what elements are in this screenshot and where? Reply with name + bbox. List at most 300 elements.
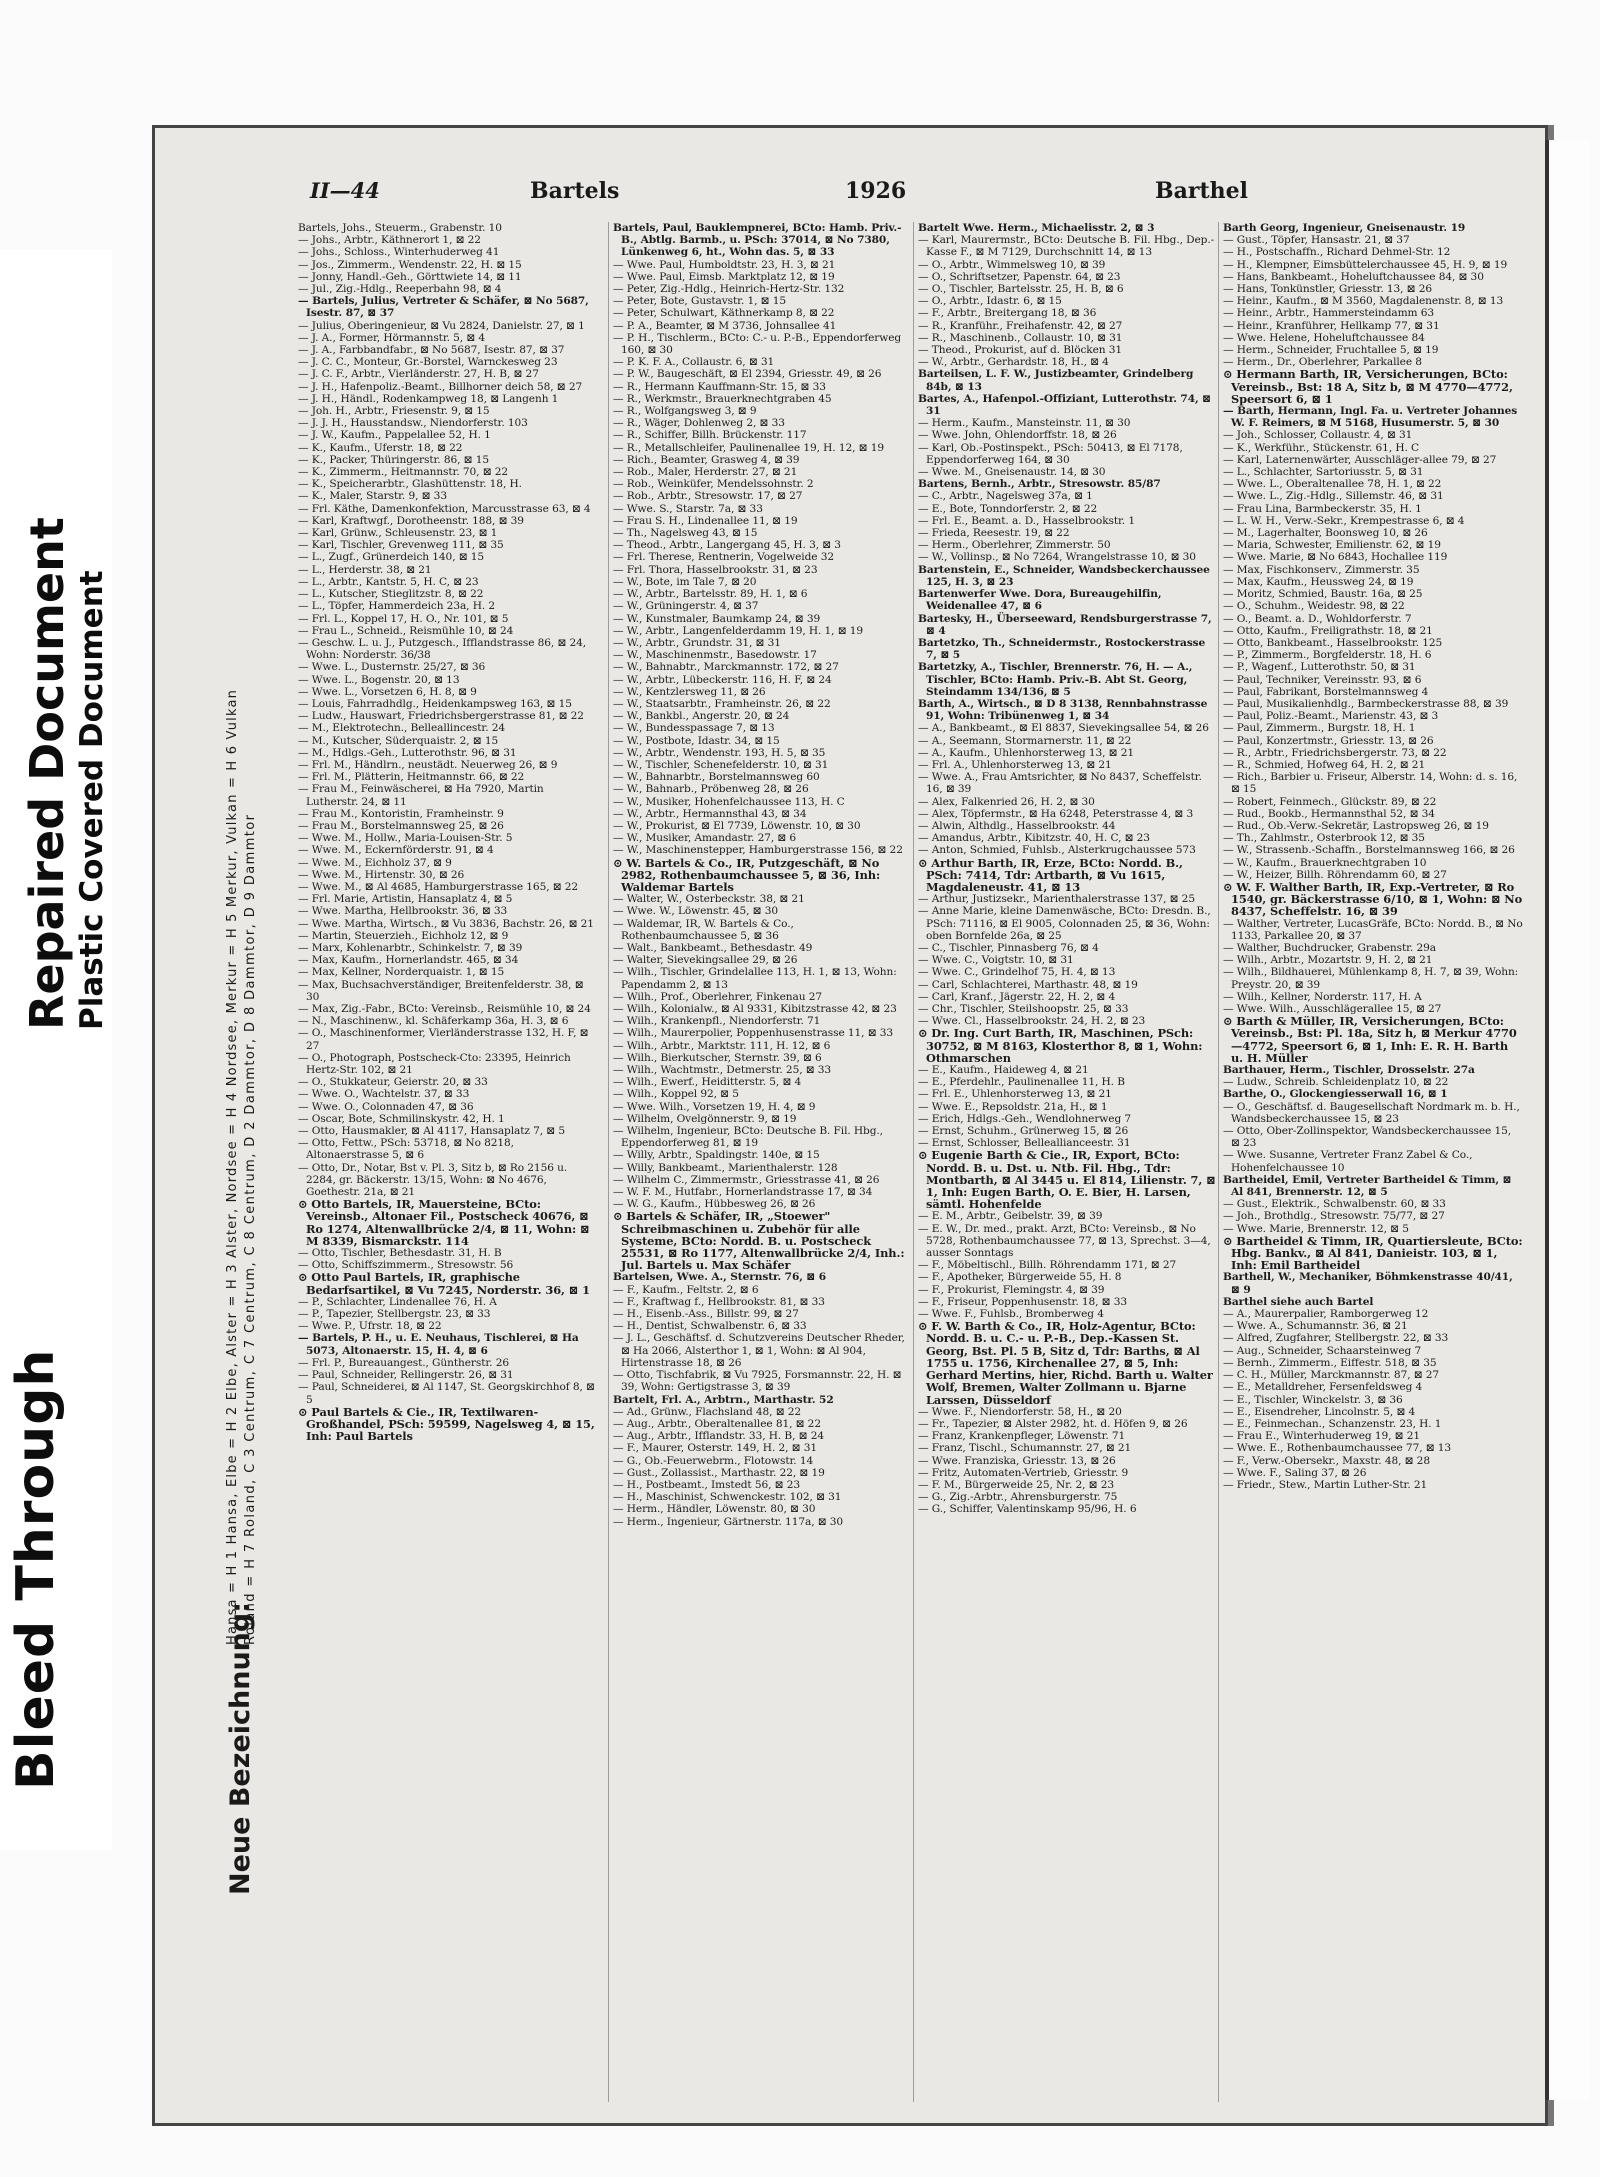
directory-entry: — Wwe. F., Niendorferstr. 58, H., ⊠ 20 <box>918 1405 1122 1418</box>
directory-entry: — Wilh., Koppel 92, ⊠ 5 <box>613 1088 739 1101</box>
band-title: Neue Bezeichnung: <box>225 1601 256 1895</box>
directory-entry: — Otto, Hausmakler, ⊠ Al 4117, Hansaplatz 7, ⊠ 5 <box>298 1125 565 1138</box>
directory-entry: — H., Postbeamt., Imstedt 56, ⊠ 23 <box>613 1478 800 1491</box>
directory-entry: — Willy, Bankbeamt., Marienthalerstr. 128 <box>613 1161 838 1174</box>
directory-entry: — J. L., Geschäftsf. d. Schutzvereins Deutscher Rheder, ⊠ Ha 2066, Alsterthor 1, ⊠ 1, Wohn: ⊠ Al 904, Hirtenstrasse 18, ⊠ 26 <box>613 1332 905 1369</box>
column-rule <box>608 222 609 2102</box>
directory-entry: — K., Kaufm., Uferstr. 18, ⊠ 22 <box>298 441 463 454</box>
directory-entry: — Joh. H., Arbtr., Friesenstr. 9, ⊠ 15 <box>298 405 490 418</box>
directory-entry: — Otto, Kaufm., Freiligrathstr. 18, ⊠ 21 <box>1223 624 1433 637</box>
directory-entry: — Heinr., Arbtr., Hammersteindamm 63 <box>1223 307 1435 320</box>
column-rule <box>913 222 914 2102</box>
directory-entry: — G., Ob.-Feuerwebrm., Flotowstr. 14 <box>613 1454 814 1467</box>
preservation-stamp <box>0 250 112 1850</box>
directory-entry: Barth, A., Wirtsch., ⊠ D 8 3138, Rennbahnstrasse 91, Wohn: Tribünenweg 1, ⊠ 34 <box>918 697 1208 723</box>
band-line-2: Roland = H 7 Roland, C 3 Centrum, C 7 Centrum, C 8 Centrum, D 2 Dammtor, D 8 Dammtor, D 9 Dammtor <box>243 813 258 1645</box>
directory-entry: — Franz, Krankenpfleger, Löwenstr. 71 <box>918 1430 1126 1443</box>
directory-entry: — Walter, W., Osterbeckstr. 38, ⊠ 21 <box>613 893 805 906</box>
directory-entry: — Karl, Kraftwgf., Dorotheenstr. 188, ⊠ 39 <box>298 514 524 527</box>
directory-entry: — Wwe. Marie, ⊠ No 6843, Hochallee 119 <box>1223 551 1448 564</box>
directory-entry: — Paul, Schneiderei, ⊠ Al 1147, St. Georgskirchhof 8, ⊠ 5 <box>298 1381 595 1406</box>
directory-entry: — Paul, Konzertmstr., Griesstr. 13, ⊠ 26 <box>1223 734 1434 747</box>
directory-entry: — Wwe. A., Schumannstr. 36, ⊠ 21 <box>1223 1320 1408 1333</box>
directory-entry: — P. W., Baugeschäft, ⊠ El 2394, Griesstr. 49, ⊠ 26 <box>613 368 882 381</box>
directory-entry: — Wwe. Martha, Wirtsch., ⊠ Vu 3836, Bachstr. 26, ⊠ 21 <box>298 917 594 930</box>
directory-entry: — Walter, Sievekingsallee 29, ⊠ 26 <box>613 954 798 967</box>
directory-entry: — Gust., Töpfer, Hansastr. 21, ⊠ 37 <box>1223 234 1410 247</box>
directory-entry: — E., Feinmechan., Schanzenstr. 23, H. 1 <box>1223 1417 1442 1430</box>
directory-entry: — Karl, Maurermstr., BCto: Deutsche B. Fil. Hbg., Dep.-Kasse F., ⊠ M 7129, Durchschnitt 14, ⊠ 13 <box>918 234 1215 259</box>
directory-entry: — Friedr., Stew., Martin Luther-Str. 21 <box>1223 1478 1428 1491</box>
directory-entry: — Wilh., Maurerpolier, Poppenhusenstrasse 11, ⊠ 33 <box>613 1027 894 1040</box>
designation-band <box>225 205 285 1905</box>
directory-entry: — J. A., Former, Hörmannstr. 5, ⊠ 4 <box>298 331 486 344</box>
firm-entry: ⊙ W. F. Walther Barth, IR, Exp.-Vertreter, ⊠ Ro 1540, gr. Bäckerstrasse 6/10, ⊠ 1, Wohn: ⊠ No 8437, Scheffelstr. 16, ⊠ 39 <box>1223 879 1523 919</box>
firm-entry: ⊙ Otto Bartels, IR, Mauersteine, BCto: Vereinsb., Altonaer Fil., Postscheck 40676, ⊠ Ro 1274, Altenwallbrücke 2/4, ⊠ 11, Wohn: ⊠ M 8339, Bismarckstr. 114 <box>298 1197 590 1248</box>
directory-column-3 <box>918 222 1218 2102</box>
directory-entry: — W. G., Kaufm., Hübbesweg 26, ⊠ 26 <box>613 1198 816 1211</box>
directory-entry: — Carl, Kranf., Jägerstr. 22, H. 2, ⊠ 4 <box>918 990 1116 1003</box>
directory-entry: — Wwe. Helene, Hoheluftchaussee 84 <box>1223 331 1425 344</box>
directory-entry: — F., Apotheker, Bürgerweide 55, H. 8 <box>918 1271 1122 1284</box>
directory-entry: — Frau L., Schneid., Reismühle 10, ⊠ 24 <box>298 624 514 637</box>
directory-entry: — O., Maschinenformer, Vierländerstrasse 132, H. F, ⊠ 27 <box>298 1027 589 1052</box>
page-number: II—44 <box>310 178 380 203</box>
directory-entry: — R., Kranführ., Freihafenstr. 42, ⊠ 27 <box>918 319 1123 332</box>
directory-entry: — C. H., Müller, Marckmannstr. 87, ⊠ 27 <box>1223 1369 1440 1382</box>
directory-entry: — W., Arbtr., Langenfelderdamm 19, H. 1, ⊠ 19 <box>613 624 864 637</box>
directory-column-4 <box>1223 222 1523 2102</box>
directory-entry: — Wwe. F., Saling 37, ⊠ 26 <box>1223 1466 1367 1479</box>
directory-entry: — W., Bankbl., Angerstr. 20, ⊠ 24 <box>613 710 790 723</box>
directory-entry: — Paul, Musikalienhdlg., Barmbeckerstrasse 88, ⊠ 39 <box>1223 697 1509 710</box>
directory-entry: — Louis, Fahrradhdlg., Heidenkampsweg 163, ⊠ 15 <box>298 697 572 710</box>
directory-entry: — Wilh., Bierkutscher, Sternstr. 39, ⊠ 6 <box>613 1051 822 1064</box>
directory-entry: — Jul., Zig.-Hdlg., Reeperbahn 98, ⊠ 4 <box>298 283 502 296</box>
directory-entry: — Wwe. A., Frau Amtsrichter, ⊠ No 8437, Scheffelstr. 16, ⊠ 39 <box>918 771 1202 796</box>
directory-entry: — Theod., Arbtr., Langergang 45, H. 3, ⊠ 3 <box>613 539 841 552</box>
page-header <box>300 176 1530 216</box>
directory-entry: — H., Klempner, Eimsbüttelerchaussee 45, H. 9, ⊠ 19 <box>1223 258 1508 271</box>
directory-entry: — E., Eisendreher, Lincolnstr. 5, ⊠ 4 <box>1223 1405 1416 1418</box>
directory-entry: — Johs., Arbtr., Käthnerort 1, ⊠ 22 <box>298 234 481 247</box>
directory-entry: — Paul, Zimmerm., Burgstr. 18, H. 1 <box>1223 722 1416 735</box>
directory-entry: — Otto, Bankbeamt., Hasselbrookstr. 125 <box>1223 636 1443 649</box>
directory-entry: — Wwe. Martha, Hellbrookstr. 36, ⊠ 33 <box>298 905 508 918</box>
directory-entry: — W., Staatsarbtr., Framheinstr. 26, ⊠ 22 <box>613 697 831 710</box>
directory-entry: — E., Metalldreher, Fersenfeldsweg 4 <box>1223 1381 1423 1394</box>
directory-entry: — Wwe. C., Voigtstr. 10, ⊠ 31 <box>918 954 1074 967</box>
directory-entry: — K., Maler, Starstr. 9, ⊠ 33 <box>298 490 447 503</box>
directory-entry: — Frl. Thora, Hasselbrookstr. 31, ⊠ 23 <box>613 563 818 576</box>
directory-entry: — Paul, Techniker, Vereinsstr. 93, ⊠ 6 <box>1223 673 1422 686</box>
firm-entry: ⊙ W. Bartels & Co., IR, Putzgeschäft, ⊠ No 2982, Rothenbaumchaussee 5, ⊠ 36, Inh: Waldemar Bartels <box>613 855 881 894</box>
directory-entry: — W., Bundesspassage 7, ⊠ 13 <box>613 722 775 735</box>
directory-entry: — Wwe. Marie, Brennerstr. 12, ⊠ 5 <box>1223 1222 1409 1235</box>
directory-entry: — P. A., Beamter, ⊠ M 3736, Johnsallee 41 <box>613 319 837 332</box>
directory-column-1 <box>298 222 598 2102</box>
directory-entry: — W., Grüningerstr. 4, ⊠ 37 <box>613 600 759 613</box>
directory-entry: — Barth, Hermann, Ingl. Fa. u. Vertreter Johannes W. F. Reimers, ⊠ M 5168, Husumerstr. 5, ⊠ 30 <box>1223 405 1518 430</box>
directory-entry: — Frl. L., Koppel 17, H. O., Nr. 101, ⊠ 5 <box>298 612 509 625</box>
directory-entry: — Peter, Schulwart, Käthnerkamp 8, ⊠ 22 <box>613 307 835 320</box>
firm-entry: ⊙ Paul Bartels & Cie., IR, Textilwaren-Großhandel, PSch: 59599, Nagelsweg 4, ⊠ 15, Inh: Paul Bartels <box>298 1404 595 1444</box>
directory-entry: — K., Speicherarbtr., Glashüttenstr. 18, H. <box>298 478 522 491</box>
directory-entry: — Waldemar, IR, W. Bartels & Co., Rothenbaumchaussee 5, ⊠ 36 <box>613 917 794 942</box>
directory-entry: — W., Bote, im Tale 7, ⊠ 20 <box>613 575 757 588</box>
directory-entry: — Wilh., Arbtr., Marktstr. 111, H. 12, ⊠ 6 <box>613 1039 831 1052</box>
directory-entry: — Frau Lina, Barmbeckerstr. 35, H. 1 <box>1223 502 1422 515</box>
directory-entry: — J. W., Kaufm., Pappelallee 52, H. 1 <box>298 429 491 442</box>
directory-entry: — Rich., Beamter, Grasweg 4, ⊠ 39 <box>613 453 800 466</box>
directory-entry: — Karl, Grünw., Schleusenstr. 23, ⊠ 1 <box>298 527 498 540</box>
directory-entry: — W., Kaufm., Brauerknechtgraben 10 <box>1223 856 1427 869</box>
directory-entry: — Wwe. E., Rothenbaumchaussee 77, ⊠ 13 <box>1223 1442 1452 1455</box>
directory-entry: — Wwe. L., Oberaltenallee 78, H. 1, ⊠ 22 <box>1223 478 1442 491</box>
directory-entry: — P., Tapezier, Stellbergstr. 23, ⊠ 33 <box>298 1308 491 1321</box>
directory-entry: — F., Prokurist, Flemingstr. 4, ⊠ 39 <box>918 1283 1105 1296</box>
directory-entry: — Walther, Vertreter, LucasGräfe, BCto: Nordd. B., ⊠ No 1133, Parkallee 20, ⊠ 37 <box>1223 917 1523 942</box>
directory-entry: — Rud., Ob.-Verw.-Sekretär, Lastropsweg 26, ⊠ 19 <box>1223 819 1489 832</box>
directory-entry: — N., Maschinenw., kl. Schäferkamp 36a, H. 3, ⊠ 6 <box>298 1015 569 1028</box>
directory-entry: — Theod., Prokurist, auf d. Blöcken 31 <box>918 344 1123 357</box>
directory-entry: — Frl. Marie, Artistin, Hansaplatz 4, ⊠ 5 <box>298 893 513 906</box>
directory-entry: — W., Arbtr., Lübeckerstr. 116, H. F, ⊠ 24 <box>613 673 832 686</box>
directory-entry: — L., Arbtr., Kantstr. 5, H. C, ⊠ 23 <box>298 575 479 588</box>
directory-entry: — Fritz, Automaten-Vertrieb, Griesstr. 9 <box>918 1466 1129 1479</box>
directory-entry: — G., Zig.-Arbtr., Ahrensburgerstr. 75 <box>918 1491 1118 1504</box>
directory-entry: — Wilh., Wachtmstr., Detmerstr. 25, ⊠ 33 <box>613 1064 832 1077</box>
directory-entry: — O., Tischler, Bartelsstr. 25, H. B, ⊠ 6 <box>918 283 1124 296</box>
directory-entry: — K., Zimmerm., Heitmannstr. 70, ⊠ 22 <box>298 466 509 479</box>
band-line-1: Hansa = H 1 Hansa, Elbe = H 2 Elbe, Alster = H 3 Alster, Nordsee = H 4 Nordsee, Merkur = H 5 Merkur, Vulkan = H 6 Vulkan <box>225 688 240 1645</box>
directory-entry: — Ludw., Schreib. Schleidenplatz 10, ⊠ 22 <box>1223 1076 1449 1089</box>
directory-entry: — Johs., Schloss., Winterhuderweg 41 <box>298 246 500 259</box>
directory-entry: — Alwin, Althdlg., Hasselbrookstr. 44 <box>918 819 1116 832</box>
directory-entry: — Alfred, Zugfahrer, Stellbergstr. 22, ⊠ 33 <box>1223 1332 1449 1345</box>
directory-entry: — Wilh., Kellner, Norderstr. 117, H. A <box>1223 990 1422 1003</box>
column-rule <box>1218 222 1219 2102</box>
directory-entry: — O., Photograph, Postscheck-Cto: 23395, Heinrich Hertz-Str. 102, ⊠ 21 <box>298 1051 571 1077</box>
directory-entry: — Max, Fischkonserv., Zimmerstr. 35 <box>1223 563 1420 576</box>
directory-entry: — K., Werkführ., Stückenstr. 61, H. C <box>1223 441 1420 454</box>
directory-entry: — E. W., Dr. med., prakt. Arzt, BCto: Vereinsb., ⊠ No 5728, Rothenbaumchaussee 77, ⊠ 13, Sprechst. 3—4, ausser Sonntags <box>918 1222 1211 1260</box>
directory-entry: — Peter, Bote, Gustavstr. 1, ⊠ 15 <box>613 295 786 308</box>
directory-entry: Bartelt, Frl. A., Arbtrn., Marthastr. 52 <box>613 1393 834 1406</box>
directory-entry: — R., Werkmstr., Brauerknechtgraben 45 <box>613 392 832 405</box>
directory-entry: — Wilh., Bildhauerei, Mühlenkamp 8, H. 7, ⊠ 39, Wohn: Preystr. 20, ⊠ 39 <box>1223 966 1519 991</box>
directory-entry: — M., Hdlgs.-Geh., Lutterothstr. 96, ⊠ 31 <box>298 746 517 759</box>
directory-entry: — Peter, Zig.-Hdlg., Heinrich-Hertz-Str. 132 <box>613 283 845 296</box>
directory-entry: — Frl. M., Plätterin, Heitmannstr. 66, ⊠ 22 <box>298 771 525 784</box>
directory-entry: — Wilhelm C., Zimmermstr., Griesstrasse 41, ⊠ 26 <box>613 1173 880 1186</box>
directory-entry: — Franz, Tischl., Schumannstr. 27, ⊠ 21 <box>918 1442 1132 1455</box>
directory-entry: — L., Kutscher, Stieglitzstr. 8, ⊠ 22 <box>298 588 484 601</box>
directory-entry: — H., Maschinist, Schwenckestr. 102, ⊠ 31 <box>613 1491 842 1504</box>
directory-entry: Bartels, Paul, Bauklempnerei, BCto: Hamb. Priv.-B., Abtlg. Barmb., u. PSch: 37014, ⊠ No 7380, Lünkenweg 6, ht., Wohn das. 5, ⊠ 33 <box>613 222 902 259</box>
directory-entry: — Julius, Oberingenieur, ⊠ Vu 2824, Danielstr. 27, ⊠ 1 <box>298 319 585 332</box>
directory-entry: — O., Beamt. a. D., Wohldorferstr. 7 <box>1223 612 1412 625</box>
directory-entry: — Maria, Schwester, Emilienstr. 62, ⊠ 19 <box>1223 539 1441 552</box>
directory-entry: — Max, Buchsachverständiger, Breitenfelderstr. 38, ⊠ 30 <box>298 978 584 1003</box>
directory-entry: — Amandus, Arbtr., Kibitzstr. 40, H. C, ⊠ 23 <box>918 832 1150 845</box>
directory-entry: — O., Schriftsetzer, Papenstr. 64, ⊠ 23 <box>918 270 1121 283</box>
directory-entry: — Karl, Tischler, Grevenweg 111, ⊠ 35 <box>298 539 504 552</box>
plastic-covered-label: Plastic Covered Document <box>74 570 110 1030</box>
directory-entry: — O., Schuhm., Weidestr. 98, ⊠ 22 <box>1223 600 1405 613</box>
directory-entry: — Martin, Steuerzieh., Eichholz 12, ⊠ 9 <box>298 929 509 942</box>
directory-entry: — R., Wolfgangsweg 3, ⊠ 9 <box>613 405 757 418</box>
directory-entry: — Otto, Fettw., PSch: 53718, ⊠ No 8218, Altonaerstrasse 5, ⊠ 6 <box>298 1137 514 1162</box>
directory-entry: — Frl. Therese, Rentnerin, Vogelweide 32 <box>613 551 834 564</box>
directory-entry: — H., Dentist, Schwalbenstr. 6, ⊠ 33 <box>613 1320 807 1333</box>
directory-entry: — F. M., Bürgerweide 25, Nr. 2, ⊠ 23 <box>918 1478 1114 1491</box>
directory-entry: — Wwe. M., Gneisenaustr. 14, ⊠ 30 <box>918 466 1106 479</box>
directory-entry: Bartenstein, E., Schneider, Wandsbeckerchaussee 125, H. 3, ⊠ 23 <box>918 563 1210 588</box>
directory-entry: — Wwe. O., Colonnaden 47, ⊠ 36 <box>298 1100 474 1113</box>
directory-entry: — Wilh., Prof., Oberlehrer, Finkenau 27 <box>613 990 822 1003</box>
directory-entry: — A., Bankbeamt., ⊠ El 8837, Sievekingsallee 54, ⊠ 26 <box>918 722 1209 735</box>
directory-entry: — Carl, Schlachterei, Marthastr. 48, ⊠ 19 <box>918 978 1138 991</box>
directory-entry: — R., Wäger, Dohlenweg 2, ⊠ 33 <box>613 417 785 430</box>
firm-entry: ⊙ Dr. Ing. Curt Barth, IR, Maschinen, PSch: 30752, ⊠ M 8163, Klosterthor 8, ⊠ 1, Wohn: Othmarschen <box>918 1026 1203 1065</box>
directory-column-2 <box>613 222 913 2102</box>
directory-entry: Barth Georg, Ingenieur, Gneisenaustr. 19 <box>1223 222 1466 234</box>
directory-entry: — Frl. E., Uhlenhorsterweg 13, ⊠ 21 <box>918 1088 1112 1101</box>
directory-entry: — Wilh., Tischler, Grindelallee 113, H. 1, ⊠ 13, Wohn: Papendamm 2, ⊠ 13 <box>613 966 897 991</box>
directory-entry: — O., Arbtr., Idastr. 6, ⊠ 15 <box>918 295 1062 308</box>
directory-entry: Bartesky, H., Überseeward, Rendsburgerstrasse 7, ⊠ 4 <box>918 612 1212 637</box>
directory-entry: — L., Herderstr. 38, ⊠ 21 <box>298 563 432 576</box>
directory-entry: — Gust., Elektrik., Schwalbenstr. 60, ⊠ 33 <box>1223 1198 1446 1211</box>
directory-entry: — Bernh., Zimmerm., Eiffestr. 518, ⊠ 35 <box>1223 1356 1437 1369</box>
directory-entry: — P., Wagenf., Lutterothstr. 50, ⊠ 31 <box>1223 661 1416 674</box>
directory-entry: — J. H., Händl., Rodenkampweg 18, ⊠ Langenh 1 <box>298 392 559 405</box>
directory-entry: — W., Kunstmaler, Baumkamp 24, ⊠ 39 <box>613 612 821 625</box>
directory-entry: — Wwe. P., Ufrstr. 18, ⊠ 22 <box>298 1320 442 1333</box>
directory-entry: — Alex, Falkenried 26, H. 2, ⊠ 30 <box>918 795 1095 808</box>
directory-entry: — Otto, Schiffszimmerm., Stresowstr. 56 <box>298 1259 514 1272</box>
directory-entry: — Ernst, Schuhm., Grünerweg 15, ⊠ 26 <box>918 1125 1129 1138</box>
directory-entry: — Paul, Schneider, Rellingerstr. 26, ⊠ 31 <box>298 1369 514 1382</box>
directory-entry: — Wwe. John, Ohlendorffstr. 18, ⊠ 26 <box>918 429 1117 442</box>
directory-entry: — Wwe. Wilh., Ausschlägerallee 15, ⊠ 27 <box>1223 1003 1442 1015</box>
directory-entry: — K., Packer, Thüringerstr. 86, ⊠ 15 <box>298 453 489 466</box>
directory-entry: — L. W. H., Verw.-Sekr., Krempestrasse 6, ⊠ 4 <box>1223 514 1465 527</box>
directory-entry: — Hans, Tonkünstler, Griesstr. 13, ⊠ 26 <box>1223 283 1432 296</box>
directory-entry: — Wwe. M., Hirtenstr. 30, ⊠ 26 <box>298 868 465 881</box>
directory-entry: — F., Maurer, Osterstr. 149, H. 2, ⊠ 31 <box>613 1442 817 1455</box>
directory-entry: — Frau M., Feinwäscherei, ⊠ Ha 7920, Martin Lutherstr. 24, ⊠ 11 <box>298 783 544 808</box>
directory-entry: — Rich., Barbier u. Friseur, Alberstr. 14, Wohn: d. s. 16, ⊠ 15 <box>1223 771 1518 796</box>
directory-entry: — Heinr., Kaufm., ⊠ M 3560, Magdalenenstr. 8, ⊠ 13 <box>1223 295 1504 308</box>
directory-entry: — Erich, Hdlgs.-Geh., Wendlohnerweg 7 <box>918 1112 1132 1125</box>
header-year: 1926 <box>845 178 907 204</box>
directory-entry: — Frieda, Reesestr. 19, ⊠ 22 <box>918 527 1070 540</box>
directory-entry: — Frau E., Winterhuderweg 19, ⊠ 21 <box>1223 1430 1421 1443</box>
directory-entry: — W., Vollinsp., ⊠ No 7264, Wrangelstrasse 10, ⊠ 30 <box>918 551 1196 564</box>
directory-entry: — Frau M., Kontoristin, Framheinstr. 9 <box>298 807 504 820</box>
directory-entry: — W., Maschinenmstr., Basedowstr. 17 <box>613 649 817 662</box>
directory-entry: — Max, Kaufm., Heussweg 24, ⊠ 19 <box>1223 575 1414 588</box>
firm-entry: ⊙ Arthur Barth, IR, Erze, BCto: Nordd. B., PSch: 7414, Tdr: Artbarth, ⊠ Vu 1615, Magdaleneustr. 41, ⊠ 13 <box>918 855 1183 894</box>
repaired-document-label: Repaired Document <box>20 517 74 1030</box>
directory-entry: — Paul, Fabrikant, Borstelmannsweg 4 <box>1223 685 1429 698</box>
directory-entry: — Wwe. Susanne, Vertreter Franz Zabel & Co., Hohenfelchaussee 10 <box>1223 1149 1473 1174</box>
directory-entry: — P. K. F. A., Collaustr. 6, ⊠ 31 <box>613 356 775 369</box>
directory-entry: — O., Arbtr., Wimmelsweg 10, ⊠ 39 <box>918 258 1106 271</box>
directory-entry: — Wilh., Arbtr., Mozartstr. 9, H. 2, ⊠ 21 <box>1223 954 1433 967</box>
directory-entry: — Wilhelm, Ingenieur, BCto: Deutsche B. Fil. Hbg., Eppendorferweg 81, ⊠ 19 <box>613 1125 883 1150</box>
directory-entry: — L., Töpfer, Hammerdeich 23a, H. 2 <box>298 600 496 613</box>
directory-entry: — W., Heizer, Billh. Röhrendamm 60, ⊠ 27 <box>1223 868 1447 881</box>
directory-entry: — A., Seemann, Stormarnerstr. 11, ⊠ 22 <box>918 734 1132 747</box>
directory-entry: — M., Lagerhalter, Boonsweg 10, ⊠ 26 <box>1223 527 1428 540</box>
directory-entry: — F., Kraftwag f., Hellbrookstr. 81, ⊠ 33 <box>613 1295 825 1308</box>
directory-entry: — Otto, Tischfabrik, ⊠ Vu 7925, Forsmannstr. 22, H. ⊠ 39, Wohn: Gertigstrasse 3, ⊠ 39 <box>613 1369 902 1394</box>
directory-entry: — Otto, Dr., Notar, Bst v. Pl. 3, Sitz b, ⊠ Ro 2156 u. 2284, gr. Bäckerstr. 13/15, Wohn: ⊠ No 4676, Goethestr. 21a, ⊠ 21 <box>298 1161 568 1199</box>
directory-entry: — Gust., Zollassist., Marthastr. 22, ⊠ 19 <box>613 1466 825 1479</box>
directory-entry: — Rob., Weinküfer, Mendelssohnstr. 2 <box>613 478 814 491</box>
directory-entry: — Arthur, Justizsekr., Marienthalerstrasse 137, ⊠ 25 <box>918 893 1195 906</box>
directory-entry: — A., Kaufm., Uhlenhorsterweg 13, ⊠ 21 <box>918 746 1134 759</box>
directory-entry: — Heinr., Kranführer, Hellkamp 77, ⊠ 31 <box>1223 319 1440 332</box>
directory-entry: — Otto, Tischler, Bethesdastr. 31, H. B <box>298 1247 502 1260</box>
directory-entry: — Anne Marie, kleine Damenwäsche, BCto: Dresdn. B., PSch: 71116, ⊠ El 9005, Colonnaden 25, ⊠ 36, Wohn: oben Bornfelde 26a, ⊠ 25 <box>918 905 1211 942</box>
directory-entry: — Max, Kellner, Norderquaistr. 1, ⊠ 15 <box>298 966 505 979</box>
directory-entry: — Rob., Maler, Herderstr. 27, ⊠ 21 <box>613 466 798 479</box>
directory-entry: — W., Arbtr., Gerhardstr. 18, H., ⊠ 4 <box>918 356 1109 369</box>
directory-entry: — Th., Zahlmstr., Osterbrook 12, ⊠ 35 <box>1223 832 1425 845</box>
directory-entry: — Frl. P., Bureauangest., Güntherstr. 26 <box>298 1356 509 1369</box>
directory-entry: — Th., Nagelsweg 43, ⊠ 15 <box>613 527 758 540</box>
next-page-edge <box>1545 140 1589 2100</box>
directory-entry: — Marx, Kohlenarbtr., Schinkelstr. 7, ⊠ 39 <box>298 941 523 954</box>
directory-entry: — Anton, Schmied, Fuhlsb., Alsterkrugchaussee 573 <box>918 844 1196 857</box>
directory-entry: — Aug., Arbtr., Oberaltenallee 81, ⊠ 22 <box>613 1417 821 1430</box>
directory-entry: — Wilh., Krankenpfl., Niendorferstr. 71 <box>613 1015 821 1028</box>
firm-entry: ⊙ Bartels & Schäfer, IR, „Stoewer" Schreibmaschinen u. Zubehör für alle Systeme, BCto: Nordd. B. u. Postscheck 25531, ⊠ Ro 1177, Altenwallbrücke 2/4, Inh.: Jul. Bartels u. Max Schäfer <box>613 1209 905 1273</box>
directory-entry: — Alex, Töpfermstr., ⊠ Ha 6248, Peterstrasse 4, ⊠ 3 <box>918 807 1194 820</box>
firm-entry: ⊙ Otto Paul Bartels, IR, graphische Bedarfsartikel, ⊠ Vu 7245, Norderstr. 36, ⊠ 1 <box>298 1270 590 1297</box>
directory-entry: — Chr., Tischler, Steilshoopstr. 25, ⊠ 33 <box>918 1003 1129 1015</box>
directory-entry: — Wwe. W., Löwenstr. 45, ⊠ 30 <box>613 905 779 918</box>
directory-entry: — W., Musiker, Hohenfelchaussee 113, H. C <box>613 795 845 808</box>
directory-entry: — J. A., Farbbandfabr., ⊠ No 5687, Isestr. 87, ⊠ 37 <box>298 344 565 357</box>
directory-entry: — W., Arbtr., Hermannsthal 43, ⊠ 34 <box>613 807 807 820</box>
directory-entry: — Wwe. E., Repsoldstr. 21a, H., ⊠ 1 <box>918 1100 1108 1113</box>
directory-entry: — W., Prokurist, ⊠ El 7739, Löwenstr. 10, ⊠ 30 <box>613 819 861 832</box>
directory-entry: — Wwe. M., Hollw., Maria-Louisen-Str. 5 <box>298 832 513 845</box>
directory-entry: — Paul, Poliz.-Beamt., Marienstr. 43, ⊠ 3 <box>1223 710 1439 723</box>
directory-entry: — Joh., Brothdlg., Stresowstr. 75/77, ⊠ 27 <box>1223 1210 1445 1223</box>
directory-entry: — F., Verw.-Obersekr., Maxstr. 48, ⊠ 28 <box>1223 1454 1430 1467</box>
directory-entry: — Wwe. L., Zig.-Hdlg., Sillemstr. 46, ⊠ 31 <box>1223 490 1444 503</box>
directory-entry: — Otto, Ober-Zollinspektor, Wandsbeckerchaussee 15, ⊠ 23 <box>1223 1125 1512 1150</box>
directory-entry: Bartens, Bernh., Arbtr., Stresowstr. 85/87 <box>918 478 1161 491</box>
directory-entry: — R., Arbtr., Friedrichsbergerstr. 73, ⊠ 22 <box>1223 746 1447 759</box>
directory-entry: — J. C. F., Arbtr., Vierländerstr. 27, H. B, ⊠ 27 <box>298 368 539 381</box>
directory-entry: — Wilh., Kolonialw., ⊠ Al 9331, Kibitzstrasse 42, ⊠ 23 <box>613 1003 897 1015</box>
directory-entry: — Wwe. Paul, Humboldtstr. 23, H. 3, ⊠ 21 <box>613 258 836 271</box>
directory-entry: — Wwe. S., Starstr. 7a, ⊠ 33 <box>613 502 763 515</box>
directory-entry: — F., Kaufm., Feltstr. 2, ⊠ 6 <box>613 1283 759 1296</box>
directory-entry: — Geschw. L. u. J., Putzgesch., Ifflandstrasse 86, ⊠ 24, Wohn: Norderstr. 36/38 <box>298 636 587 662</box>
directory-entry: — Karl, Laternenwärter, Ausschläger-allee 79, ⊠ 27 <box>1223 453 1497 466</box>
directory-entry: — Bartels, Julius, Vertreter & Schäfer, ⊠ No 5687, Isestr. 87, ⊠ 37 <box>298 295 589 320</box>
directory-entry: Bartetzko, Th., Schneidermstr., Rostockerstrasse 7, ⊠ 5 <box>918 636 1206 662</box>
directory-entry: — Wilhelm, Ovelgönnerstr. 9, ⊠ 19 <box>613 1112 797 1125</box>
directory-entry: — Wwe. L., Dusternstr. 25/27, ⊠ 36 <box>298 661 486 674</box>
directory-entry: — R., Maschinenb., Collaustr. 10, ⊠ 31 <box>918 331 1123 344</box>
directory-entry: — Ernst, Schlosser, Belleallianceestr. 31 <box>918 1137 1131 1150</box>
directory-entry: — E., Tischler, Winckelstr. 3, ⊠ 36 <box>1223 1393 1403 1406</box>
directory-entry: — O., Stukkateur, Geierstr. 20, ⊠ 33 <box>298 1076 488 1089</box>
directory-entry: — Willy, Arbtr., Spaldingstr. 140e, ⊠ 15 <box>613 1149 820 1162</box>
directory-entry: — Herm., Händler, Löwenstr. 80, ⊠ 30 <box>613 1503 816 1516</box>
directory-entry: — F., Arbtr., Breitergang 18, ⊠ 36 <box>918 307 1097 320</box>
directory-entry: — Aug., Arbtr., Ifflandstr. 33, H. B, ⊠ 24 <box>613 1430 824 1443</box>
directory-entry: — Herm., Oberlehrer, Zimmerstr. 50 <box>918 539 1111 552</box>
directory-entry: — M., Kutscher, Süderquaistr. 2, ⊠ 15 <box>298 734 499 747</box>
directory-entry: — C., Tischler, Pinnasberg 76, ⊠ 4 <box>918 941 1099 954</box>
directory-entry: — W., Kentzlersweg 11, ⊠ 26 <box>613 685 766 698</box>
directory-entry: — Wwe. M., Eichholz 37, ⊠ 9 <box>298 856 452 869</box>
directory-entry: — Aug., Schneider, Schaarsteinweg 7 <box>1223 1344 1422 1357</box>
directory-entry: — Wwe. O., Wachtelstr. 37, ⊠ 33 <box>298 1088 470 1101</box>
directory-entry: — Ad., Grünw., Flachsland 48, ⊠ 22 <box>613 1405 802 1418</box>
directory-entry: — Herm., Ingenieur, Gärtnerstr. 117a, ⊠ 30 <box>613 1515 844 1528</box>
header-right-title: Barthel <box>1155 178 1248 204</box>
firm-entry: ⊙ Eugenie Barth & Cie., IR, Export, BCto: Nordd. B. u. Dst. u. Ntb. Fil. Hbg., Tdr: Montbarth, ⊠ Al 3445 u. El 814, Lilienstr. 7, ⊠ 1, Inh: Eugen Barth, O. E. Bier, H. Larsen, sämtl. Hohenfelde <box>918 1148 1216 1212</box>
directory-entry: — F., Möbeltischl., Billh. Röhrendamm 171, ⊠ 27 <box>918 1259 1177 1272</box>
directory-entry: Barthel siehe auch Bartel <box>1223 1295 1374 1308</box>
directory-entry: — E., Bote, Tonndorferstr. 2, ⊠ 22 <box>918 502 1098 515</box>
firm-entry: ⊙ Barth & Müller, IR, Versicherungen, BCto: Vereinsb., Bst: Pl. 18a, Sitz h, ⊠ Merkur 4770—4772, Speersort 6, ⊠ 1, Inh: E. R. H. Barth u. H. Müller <box>1223 1014 1517 1065</box>
directory-entry: — W., Maschinenstepper, Hamburgerstrasse 156, ⊠ 22 <box>613 844 903 857</box>
directory-entry: — Jos., Zimmerm., Wendenstr. 22, H. ⊠ 15 <box>298 258 522 271</box>
directory-entry: — Wwe. L., Bogenstr. 20, ⊠ 13 <box>298 673 460 686</box>
directory-entry: — Max, Zig.-Fabr., BCto: Vereinsb., Reismühle 10, ⊠ 24 <box>298 1003 591 1015</box>
directory-entry: — E., Kaufm., Haideweg 4, ⊠ 21 <box>918 1064 1089 1077</box>
directory-entry: — O., Geschäftsf. d. Baugesellschaft Nordmark m. b. H., Wandsbeckerchaussee 15, ⊠ 23 <box>1223 1100 1520 1125</box>
directory-entry: — E., Pferdehlr., Paulinenallee 11, H. B <box>918 1076 1125 1089</box>
directory-entry: Bartelt Wwe. Herm., Michaelisstr. 2, ⊠ 3 <box>918 222 1155 234</box>
firm-entry: ⊙ Bartheidel & Timm, IR, Quartiersleute, BCto: Hbg. Bankv., ⊠ Al 841, Danieistr. 103, ⊠ 1, Inh: Emil Bartheidel <box>1223 1233 1523 1273</box>
directory-entry: — P. H., Tischlerm., BCto: C.- u. P.-B., Eppendorferweg 160, ⊠ 30 <box>613 331 902 357</box>
directory-entry: Bartenwerfer Wwe. Dora, Bureaugehilfin, Weidenallee 47, ⊠ 6 <box>918 588 1162 613</box>
directory-entry: — Frl. Käthe, Damenkonfektion, Marcusstrasse 63, ⊠ 4 <box>298 502 591 515</box>
directory-entry: Bartes, A., Hafenpol.-Offiziant, Lutterothstr. 74, ⊠ 31 <box>918 392 1211 418</box>
directory-entry: — Wwe. M., Eckernförderstr. 91, ⊠ 4 <box>298 844 494 857</box>
directory-entry: — Rud., Bookb., Hermannsthal 52, ⊠ 34 <box>1223 807 1435 820</box>
directory-entry: — Wwe. M., ⊠ Al 4685, Hamburgerstrasse 165, ⊠ 22 <box>298 880 579 893</box>
directory-entry: — Bartels, P. H., u. E. Neuhaus, Tischlerei, ⊠ Ha 5073, Altonaerstr. 15, H. 4, ⊠ 6 <box>298 1332 579 1357</box>
directory-entry: — L., Schlachter, Sartoriusstr. 5, ⊠ 31 <box>1223 466 1424 479</box>
directory-entry: — J. C. C., Monteur, Gr.-Borstel, Warnckesweg 23 <box>298 356 558 369</box>
bleed-through-label: Bleed Through <box>6 1348 66 1790</box>
directory-entry: — Frau S. H., Lindenallee 11, ⊠ 19 <box>613 514 798 527</box>
directory-entry: — R., Hermann Kauffmann-Str. 15, ⊠ 33 <box>613 380 826 393</box>
directory-entry: — Herm., Dr., Oberlehrer, Parkallee 8 <box>1223 356 1422 369</box>
directory-entry: — Rob., Arbtr., Stresowstr. 17, ⊠ 27 <box>613 490 803 503</box>
directory-entry: — Walther, Buchdrucker, Grabenstr. 29a <box>1223 941 1436 954</box>
directory-entry: Barteilsen, L. F. W., Justizbeamter, Grindelberg 84b, ⊠ 13 <box>918 368 1194 393</box>
directory-entry: — R., Schiffer, Billh. Brückenstr. 117 <box>613 429 807 442</box>
directory-entry: — Frau M., Borstelmannsweg 25, ⊠ 26 <box>298 819 504 832</box>
directory-entry: — Joh., Schlosser, Collaustr. 4, ⊠ 31 <box>1223 429 1413 442</box>
directory-entry: — Wwe. Paul, Eimsb. Marktplatz 12, ⊠ 19 <box>613 270 835 283</box>
